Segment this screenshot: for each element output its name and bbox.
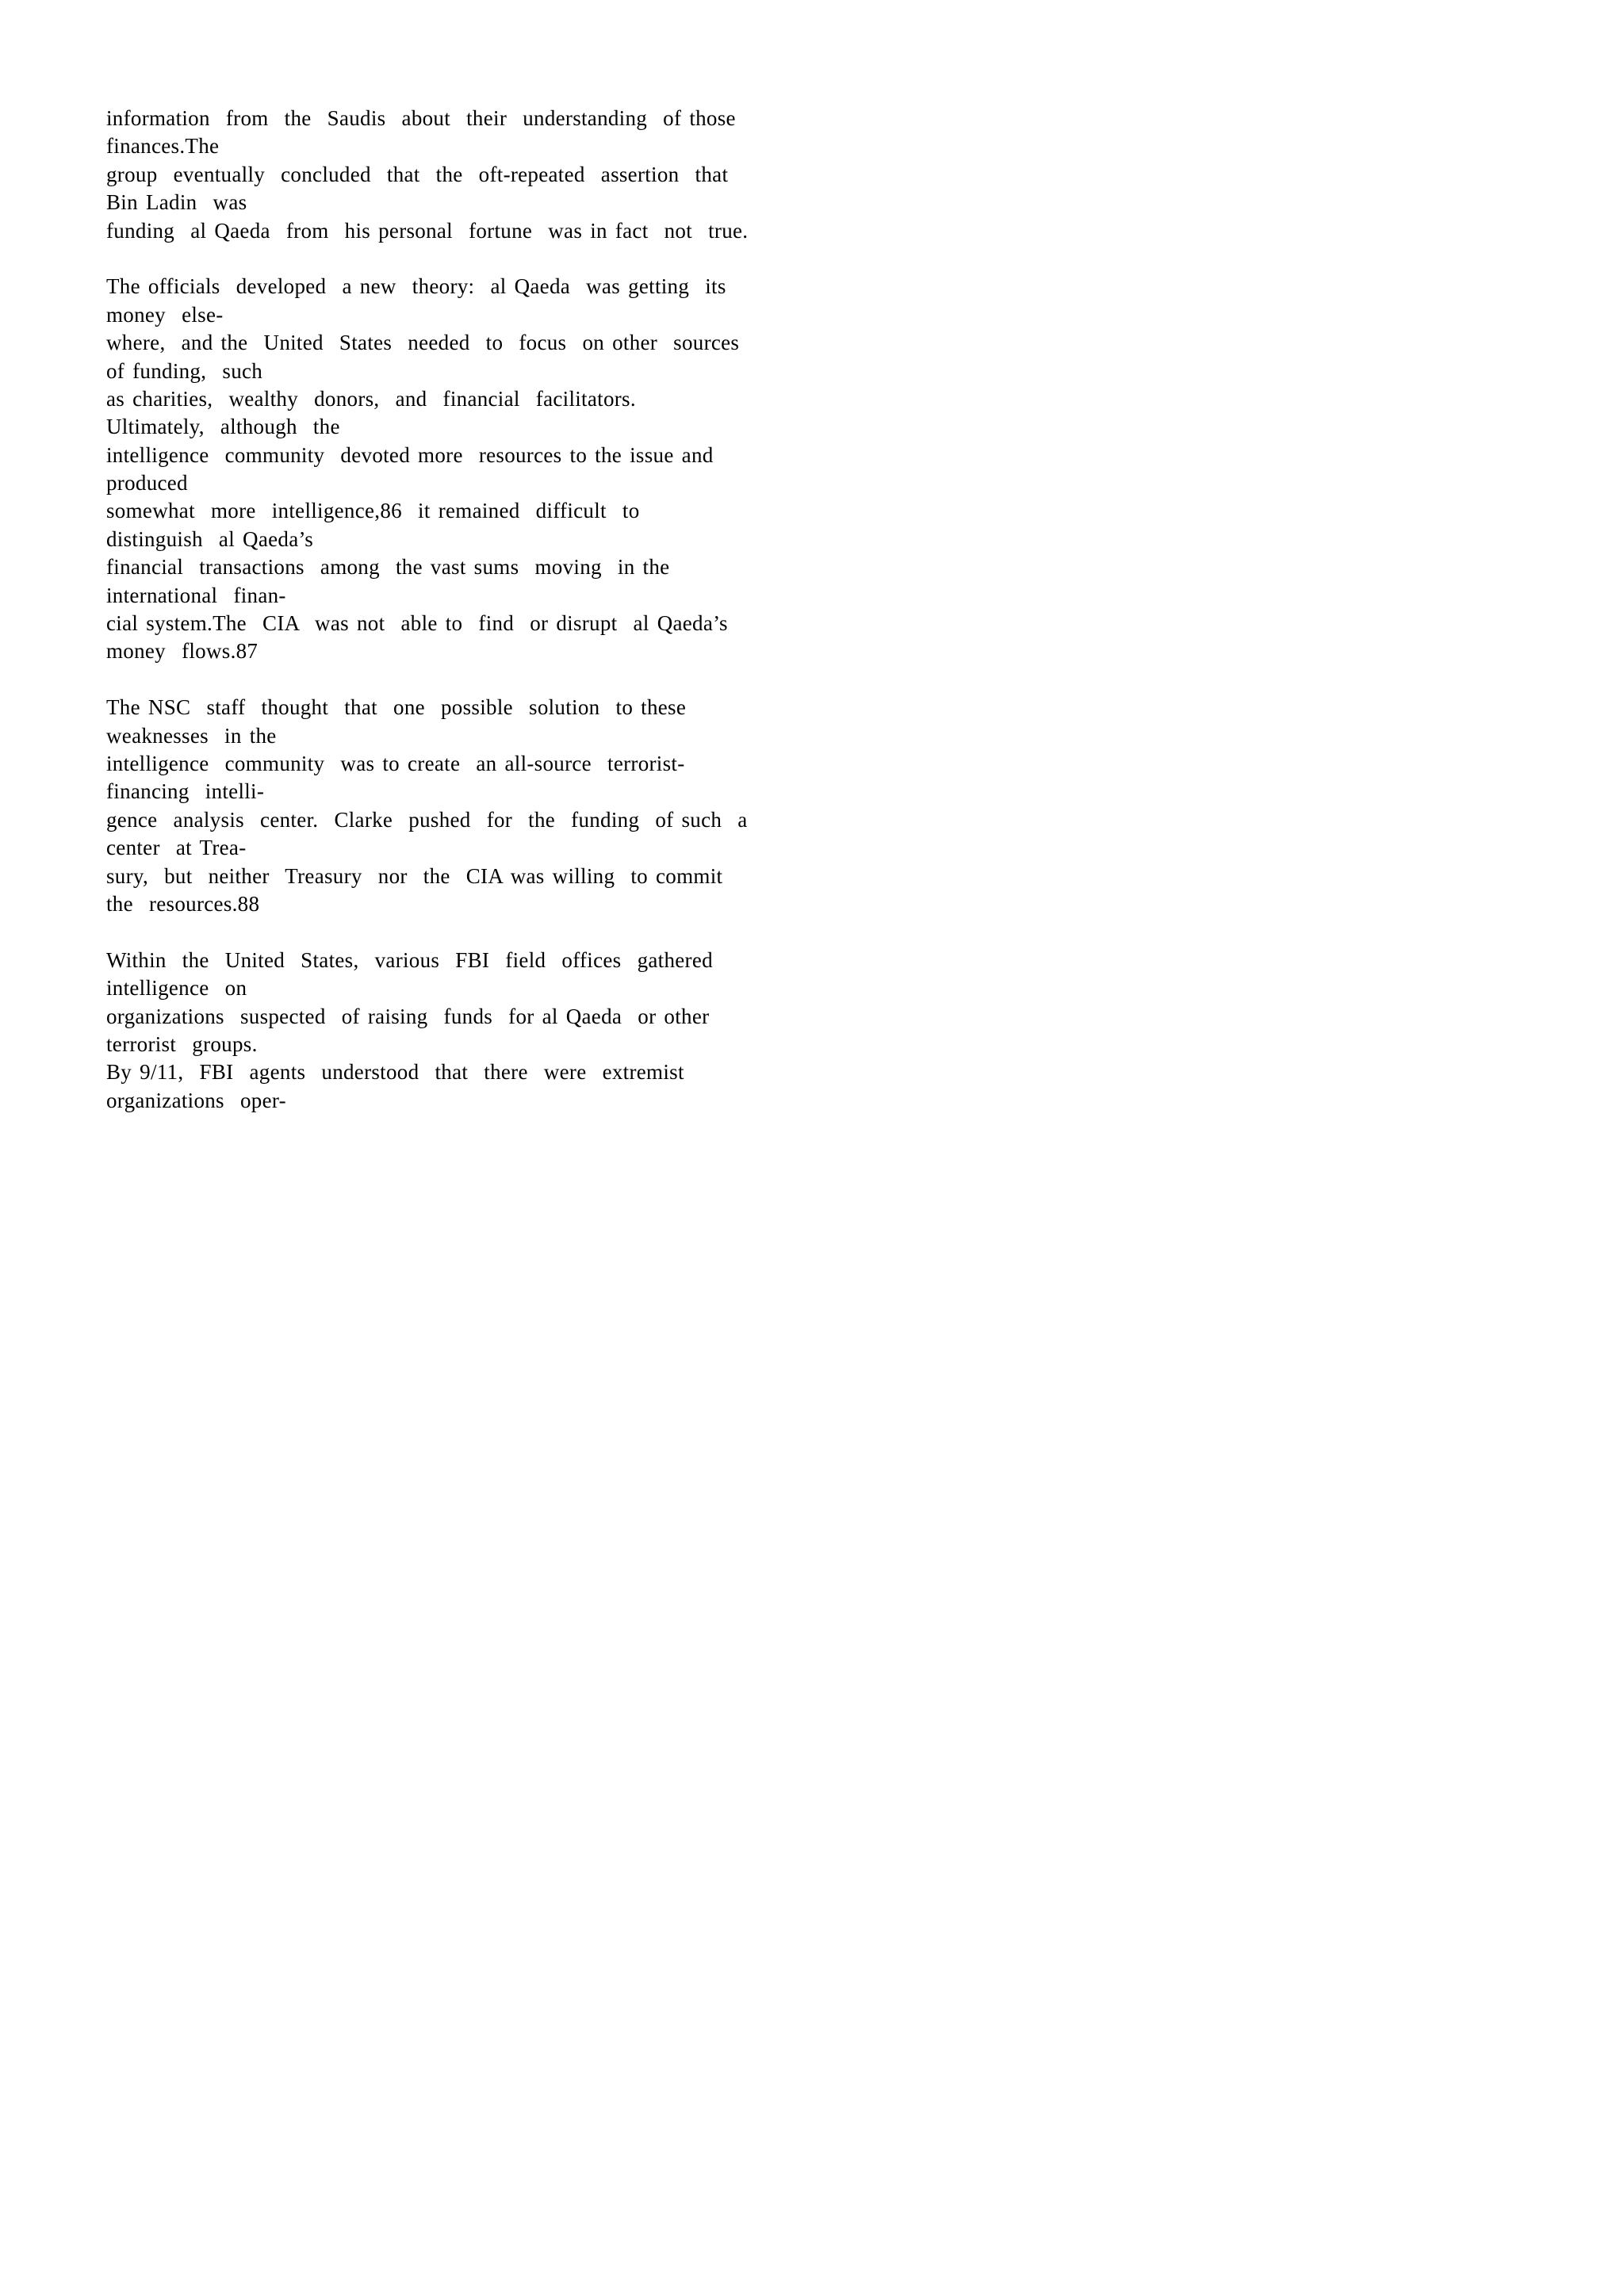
text-line: Within the United States, various FBI field offices gathered xyxy=(106,947,713,972)
text-line: intelligence community devoted more resources to the issue and xyxy=(106,442,714,467)
text-line: intelligence community was to create an all-source terrorist- xyxy=(106,751,685,775)
text-line: international finan- xyxy=(106,583,286,607)
text-line: group eventually concluded that the oft-repeated assertion that xyxy=(106,162,729,186)
paragraph xyxy=(106,947,820,1115)
body-text xyxy=(106,105,820,1115)
paragraph xyxy=(106,105,820,245)
text-line: funding al Qaeda from his personal fortune was in fact not true. xyxy=(106,218,749,243)
text-line: financing intelli- xyxy=(106,779,265,804)
paragraph-gap xyxy=(106,245,820,273)
paragraph-gap xyxy=(106,666,820,694)
text-line: as charities, wealthy donors, and financial facilitators. xyxy=(106,386,636,411)
text-line: sury, but neither Treasury nor the CIA was willing to commit xyxy=(106,863,723,888)
text-line: money flows.87 xyxy=(106,639,259,664)
text-line: distinguish al Qaeda’s xyxy=(106,526,314,551)
paragraph xyxy=(106,694,820,918)
text-line: The NSC staff thought that one possible solution to these xyxy=(106,695,687,720)
document-page xyxy=(0,0,875,1238)
text-line: terrorist groups. xyxy=(106,1031,258,1056)
text-line: the resources.88 xyxy=(106,891,260,916)
text-line: finances.The xyxy=(106,134,220,159)
text-line: cial system.The CIA was not able to find or disrupt al Qaeda’s xyxy=(106,611,728,636)
text-line: organizations oper- xyxy=(106,1088,286,1112)
text-line: Ultimately, although the xyxy=(106,415,340,439)
text-line: Bin Ladin was xyxy=(106,190,247,215)
paragraph-gap xyxy=(106,918,820,946)
text-line: somewhat more intelligence,86 it remained difficult to xyxy=(106,499,640,523)
text-line: information from the Saudis about their understanding of those xyxy=(106,106,736,130)
text-line: of funding, such xyxy=(106,358,263,383)
text-line: The officials developed a new theory: al Qaeda was getting its xyxy=(106,274,726,299)
text-line: gence analysis center. Clarke pushed for the funding of such a xyxy=(106,807,748,832)
text-line: weaknesses in the xyxy=(106,723,277,748)
text-line: intelligence on xyxy=(106,976,247,1001)
text-line: financial transactions among the vast sums moving in the xyxy=(106,555,670,580)
text-line: center at Trea- xyxy=(106,836,247,860)
text-line: organizations suspected of raising funds for al Qaeda or other xyxy=(106,1004,710,1028)
paragraph xyxy=(106,273,820,665)
text-line: where, and the United States needed to focus on other sources xyxy=(106,331,740,355)
text-line: By 9/11, FBI agents understood that there were extremist xyxy=(106,1060,684,1085)
text-line: money else- xyxy=(106,302,224,327)
text-line: produced xyxy=(106,471,188,496)
